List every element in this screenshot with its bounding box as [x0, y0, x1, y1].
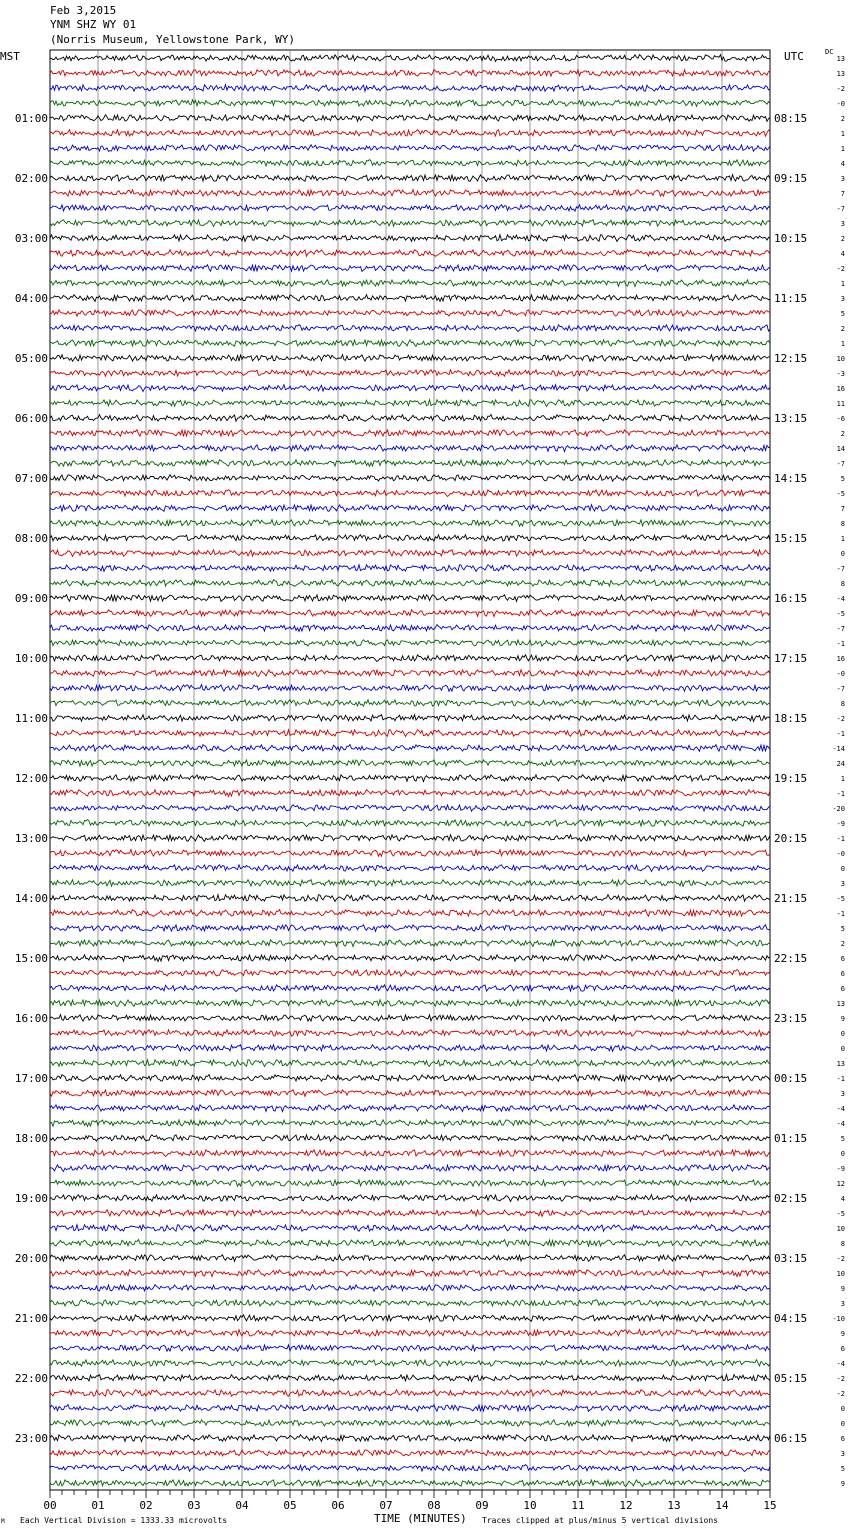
x-tick-label: 03 [187, 1499, 201, 1512]
dc-offset-label: 0 [840, 865, 845, 873]
utc-hour-label: 17:15 [774, 652, 808, 665]
seismic-trace [50, 1090, 770, 1097]
dc-offset-label: 1 [840, 280, 845, 288]
dc-offset-label: -7 [836, 565, 845, 573]
seismic-trace [50, 1480, 770, 1487]
seismic-trace [50, 880, 770, 887]
dc-offset-label: 13 [836, 1060, 845, 1068]
utc-hour-label: 23:15 [774, 1012, 808, 1025]
x-axis-title: TIME (MINUTES) [374, 1512, 467, 1525]
seismic-trace [50, 85, 770, 92]
seismic-trace [50, 490, 770, 497]
seismic-trace [50, 730, 770, 737]
dc-offset-label: 16 [836, 385, 845, 393]
utc-hour-label: 00:15 [774, 1072, 808, 1085]
utc-hour-label: 02:15 [774, 1192, 808, 1205]
scale-note: Each Vertical Division = 1333.33 microvolts [20, 1516, 228, 1525]
dc-offset-label: 3 [840, 1300, 845, 1308]
dc-offset-label: -1 [836, 640, 845, 648]
seismic-trace [50, 1360, 770, 1367]
utc-hour-label: 11:15 [774, 292, 808, 305]
seismic-trace [50, 910, 770, 917]
x-tick-label: 00 [43, 1499, 57, 1512]
seismic-trace [50, 55, 770, 62]
seismic-trace [50, 565, 770, 572]
dc-offset-label: -2 [836, 1375, 845, 1383]
dc-offset-label: -6 [836, 415, 845, 423]
dc-offset-label: 6 [840, 1435, 845, 1443]
dc-offset-label: -2 [836, 715, 845, 723]
seismic-trace [50, 1075, 770, 1082]
utc-hour-label: 20:15 [774, 832, 808, 845]
dc-offset-label: -7 [836, 460, 845, 468]
dc-offset-label: 14 [836, 445, 845, 453]
seismic-trace [50, 340, 770, 347]
dc-offset-label: 3 [840, 1090, 845, 1098]
seismic-traces [15, 55, 845, 1488]
seismic-trace [50, 1120, 770, 1127]
dc-offset-label: 8 [840, 580, 845, 588]
dc-offset-label: 2 [840, 115, 845, 123]
seismic-trace [50, 520, 770, 527]
x-tick-label: 07 [379, 1499, 393, 1512]
utc-hour-label: 10:15 [774, 232, 808, 245]
dc-offset-label: 5 [840, 475, 845, 483]
seismic-trace [50, 835, 770, 842]
dc-offset-label: 10 [836, 355, 845, 363]
mst-hour-label: 08:00 [14, 532, 48, 545]
seismic-trace [50, 1435, 770, 1442]
dc-offset-label: 4 [840, 1195, 845, 1203]
x-tick-label: 04 [235, 1499, 249, 1512]
seismic-trace [50, 1150, 770, 1157]
dc-offset-label: 6 [840, 955, 845, 963]
mst-hour-label: 22:00 [14, 1372, 48, 1385]
mst-hour-label: 06:00 [14, 412, 48, 425]
dc-offset-label: -7 [836, 625, 845, 633]
utc-hour-label: 01:15 [774, 1132, 808, 1145]
seismic-trace [50, 1180, 770, 1186]
seismic-trace [50, 505, 770, 512]
seismic-trace [50, 670, 770, 677]
dc-offset-label: 4 [840, 250, 845, 258]
utc-hour-label: 03:15 [774, 1252, 808, 1265]
seismic-trace [50, 1195, 770, 1202]
dc-label: DC [825, 48, 834, 56]
seismic-trace [50, 850, 770, 857]
seismic-trace [50, 1225, 770, 1232]
seismic-trace [50, 1210, 770, 1217]
utc-hour-label: 14:15 [774, 472, 808, 485]
seismic-trace [50, 205, 770, 211]
utc-hour-label: 04:15 [774, 1312, 808, 1325]
utc-hour-label: 13:15 [774, 412, 808, 425]
dc-offset-label: 0 [840, 1150, 845, 1158]
mst-hour-label: 07:00 [14, 472, 48, 485]
mst-hour-label: 01:00 [14, 112, 48, 125]
dc-offset-label: 5 [840, 925, 845, 933]
dc-offset-label: -4 [836, 1360, 845, 1368]
seismic-trace [50, 1285, 770, 1292]
seismic-trace [50, 430, 770, 437]
seismic-trace [50, 445, 770, 452]
mst-hour-label: 02:00 [14, 172, 48, 185]
seismic-trace [50, 1300, 770, 1307]
seismic-trace [50, 475, 770, 481]
dc-offset-label: 2 [840, 940, 845, 948]
seismic-trace [50, 460, 770, 467]
header-date: Feb 3,2015 [50, 4, 117, 17]
seismic-trace [50, 625, 770, 632]
mst-hour-label: 10:00 [14, 652, 48, 665]
mst-hour-label: 03:00 [14, 232, 48, 245]
seismic-trace [50, 235, 770, 242]
mst-label: MST [0, 50, 20, 63]
utc-hour-label: 05:15 [774, 1372, 808, 1385]
dc-offset-label: -4 [836, 595, 845, 603]
seismic-trace [50, 1060, 770, 1067]
utc-label: UTC [784, 50, 804, 63]
dc-offset-label: -0 [836, 670, 845, 678]
dc-offset-label: 0 [840, 550, 845, 558]
dc-offset-label: 0 [840, 1405, 845, 1413]
dc-offset-label: -2 [836, 265, 845, 273]
mst-hour-label: 16:00 [14, 1012, 48, 1025]
dc-offset-label: 0 [840, 1045, 845, 1053]
seismic-trace [50, 925, 770, 932]
dc-offset-label: 6 [840, 1345, 845, 1353]
seismic-trace [50, 1345, 770, 1351]
seismic-trace [50, 760, 770, 767]
seismic-trace [50, 535, 770, 541]
dc-offset-label: 13 [836, 55, 845, 63]
x-tick-label: 05 [283, 1499, 297, 1512]
x-tick-label: 06 [331, 1499, 345, 1512]
seismic-trace [50, 355, 770, 362]
dc-offset-label: 13 [836, 70, 845, 78]
seismic-trace [50, 415, 770, 422]
dc-offset-label: 2 [840, 325, 845, 333]
dc-offset-label: 9 [840, 1480, 845, 1488]
seismic-trace [50, 310, 770, 316]
dc-offset-label: 1 [840, 145, 845, 153]
seismic-trace [50, 1330, 770, 1337]
utc-hour-label: 12:15 [774, 352, 808, 365]
header-station: YNM SHZ WY 01 [50, 18, 137, 31]
seismic-trace [50, 250, 770, 257]
dc-offset-label: -7 [836, 685, 845, 693]
mst-hour-label: 04:00 [14, 292, 48, 305]
dc-offset-label: 12 [836, 1180, 845, 1188]
dc-offset-label: -1 [836, 730, 845, 738]
utc-hour-label: 08:15 [774, 112, 808, 125]
x-tick-label: 15 [763, 1499, 777, 1512]
dc-offset-label: -3 [836, 370, 845, 378]
x-tick-label: 14 [715, 1499, 729, 1512]
dc-offset-label: 0 [840, 1030, 845, 1038]
corner-mark: M [1, 1518, 5, 1525]
seismic-trace [50, 550, 770, 557]
x-tick-label: 12 [619, 1499, 633, 1512]
dc-offset-label: -4 [836, 1120, 845, 1128]
dc-offset-label: -20 [832, 805, 845, 813]
dc-offset-label: 9 [840, 1285, 845, 1293]
dc-offset-label: -2 [836, 1255, 845, 1263]
utc-hour-label: 22:15 [774, 952, 808, 965]
seismic-trace [50, 265, 770, 272]
dc-offset-label: 8 [840, 520, 845, 528]
dc-offset-label: 2 [840, 430, 845, 438]
mst-hour-label: 23:00 [14, 1432, 48, 1445]
dc-offset-label: 9 [840, 1330, 845, 1338]
header-location: (Norris Museum, Yellowstone Park, WY) [50, 33, 296, 46]
seismic-trace [50, 1390, 770, 1397]
dc-offset-label: -5 [836, 895, 845, 903]
mst-hour-label: 12:00 [14, 772, 48, 785]
seismic-trace [50, 595, 770, 602]
seismic-trace [50, 325, 770, 332]
utc-hour-label: 09:15 [774, 172, 808, 185]
dc-offset-label: -5 [836, 610, 845, 618]
dc-offset-label: 6 [840, 985, 845, 993]
utc-hour-label: 06:15 [774, 1432, 808, 1445]
seismic-trace [50, 175, 770, 182]
dc-offset-label: -1 [836, 910, 845, 918]
seismic-trace [50, 970, 770, 977]
dc-offset-label: -1 [836, 1075, 845, 1083]
seismic-trace [50, 610, 770, 617]
seismic-trace [50, 745, 770, 752]
seismic-trace [50, 400, 770, 407]
seismic-trace [50, 1270, 770, 1277]
seismic-trace [50, 790, 770, 797]
seismic-trace [50, 1135, 770, 1142]
dc-offset-label: 5 [840, 310, 845, 318]
dc-offset-label: 1 [840, 775, 845, 783]
mst-hour-label: 17:00 [14, 1072, 48, 1085]
x-tick-label: 08 [427, 1499, 441, 1512]
x-tick-label: 01 [91, 1499, 105, 1512]
seismic-trace [50, 1105, 770, 1112]
utc-hour-label: 21:15 [774, 892, 808, 905]
seismic-trace [50, 1420, 770, 1427]
dc-offset-label: -9 [836, 1165, 845, 1173]
seismic-trace [50, 865, 770, 872]
seismic-trace [50, 1015, 770, 1022]
dc-offset-label: 3 [840, 1450, 845, 1458]
seismic-trace [50, 220, 770, 227]
dc-offset-label: -2 [836, 1390, 845, 1398]
dc-offset-label: 4 [840, 160, 845, 168]
dc-offset-label: 2 [840, 235, 845, 243]
mst-hour-label: 11:00 [14, 712, 48, 725]
mst-hour-label: 14:00 [14, 892, 48, 905]
dc-offset-label: -7 [836, 205, 845, 213]
seismic-trace [50, 655, 770, 662]
dc-offset-label: 13 [836, 1000, 845, 1008]
mst-hour-label: 05:00 [14, 352, 48, 365]
dc-offset-label: 9 [840, 1015, 845, 1023]
seismic-trace [50, 1375, 770, 1382]
seismic-trace [50, 295, 770, 302]
seismic-trace [50, 955, 770, 962]
utc-hour-label: 15:15 [774, 532, 808, 545]
mst-hour-label: 18:00 [14, 1132, 48, 1145]
mst-hour-label: 15:00 [14, 952, 48, 965]
dc-offset-label: -10 [832, 1315, 845, 1323]
dc-offset-label: 1 [840, 130, 845, 138]
dc-offset-label: 10 [836, 1225, 845, 1233]
seismic-trace [50, 160, 770, 167]
seismic-trace [50, 715, 770, 722]
seismic-trace [50, 985, 770, 992]
dc-offset-label: 1 [840, 535, 845, 543]
seismic-trace [50, 940, 770, 947]
seismic-trace [50, 1450, 770, 1457]
dc-offset-label: -5 [836, 1210, 845, 1218]
seismic-trace [50, 580, 770, 587]
dc-offset-label: 10 [836, 1270, 845, 1278]
dc-offset-label: -0 [836, 850, 845, 858]
seismic-trace [50, 820, 770, 827]
dc-offset-label: -1 [836, 790, 845, 798]
dc-offset-label: 7 [840, 505, 845, 513]
seismic-trace [50, 370, 770, 376]
seismic-trace [50, 1240, 770, 1247]
dc-offset-label: -0 [836, 100, 845, 108]
seismic-trace [50, 1165, 770, 1172]
seismic-trace [50, 1315, 770, 1322]
dc-offset-label: 3 [840, 220, 845, 228]
dc-offset-label: 0 [840, 1420, 845, 1428]
seismic-trace [50, 1255, 770, 1262]
clip-note: Traces clipped at plus/minus 5 vertical divisions [482, 1516, 719, 1525]
seismic-trace [50, 1030, 770, 1037]
utc-hour-label: 16:15 [774, 592, 808, 605]
seismic-trace [50, 805, 770, 811]
seismic-trace [50, 1405, 770, 1412]
dc-offset-label: -14 [832, 745, 845, 753]
seismic-trace [50, 130, 770, 136]
seismic-trace [50, 700, 770, 707]
mst-hour-label: 19:00 [14, 1192, 48, 1205]
dc-offset-label: -2 [836, 85, 845, 93]
seismic-trace [50, 385, 770, 392]
mst-hour-label: 13:00 [14, 832, 48, 845]
x-tick-label: 10 [523, 1499, 537, 1512]
utc-hour-label: 18:15 [774, 712, 808, 725]
x-tick-label: 11 [571, 1499, 585, 1512]
seismic-trace [50, 775, 770, 782]
seismic-trace [50, 280, 770, 287]
x-tick-label: 02 [139, 1499, 153, 1512]
dc-offset-label: -1 [836, 835, 845, 843]
seismic-trace [50, 70, 770, 77]
dc-offset-label: -5 [836, 490, 845, 498]
dc-offset-label: 3 [840, 175, 845, 183]
dc-offset-label: 6 [840, 970, 845, 978]
dc-offset-label: 8 [840, 1240, 845, 1248]
dc-offset-label: 1 [840, 340, 845, 348]
seismic-trace [50, 685, 770, 692]
seismic-trace [50, 190, 770, 197]
seismic-trace [50, 1000, 770, 1007]
dc-offset-label: 3 [840, 295, 845, 303]
seismic-trace [50, 640, 770, 646]
mst-hour-label: 21:00 [14, 1312, 48, 1325]
mst-hour-label: 09:00 [14, 592, 48, 605]
utc-hour-label: 19:15 [774, 772, 808, 785]
seismic-trace [50, 100, 770, 107]
dc-offset-label: 8 [840, 700, 845, 708]
seismic-trace [50, 895, 770, 902]
dc-offset-label: -4 [836, 1105, 845, 1113]
mst-hour-label: 20:00 [14, 1252, 48, 1265]
seismic-trace [50, 115, 770, 122]
dc-offset-label: 3 [840, 880, 845, 888]
dc-offset-label: 5 [840, 1135, 845, 1143]
dc-offset-label: 7 [840, 190, 845, 198]
x-tick-label: 13 [667, 1499, 681, 1512]
dc-offset-label: -9 [836, 820, 845, 828]
time-axis-ticks [43, 1490, 776, 1512]
seismic-trace [50, 145, 770, 152]
seismic-trace [50, 1465, 770, 1472]
dc-offset-label: 24 [836, 760, 845, 768]
dc-offset-label: 16 [836, 655, 845, 663]
x-tick-label: 09 [475, 1499, 489, 1512]
dc-offset-label: 5 [840, 1465, 845, 1473]
dc-offset-label: 11 [836, 400, 845, 408]
seismic-trace [50, 1045, 770, 1052]
